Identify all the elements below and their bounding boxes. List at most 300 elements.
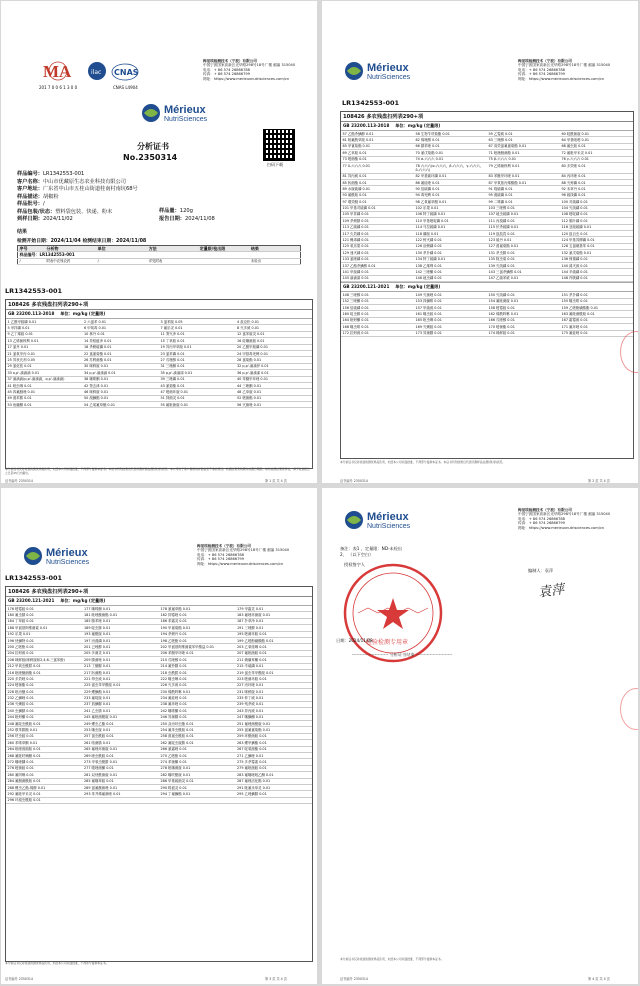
residue-cell <box>83 797 160 803</box>
residue-cell: 131 杀虫脒 0.01 <box>487 250 560 256</box>
residue-cell: 117 久效磷 0.01 <box>341 231 414 237</box>
residue-cell: 52 嘧菌酯 0.01 <box>236 395 313 401</box>
residue-table-1: 108426 多农残盘扫列表290+项 GB 23200.113-2018 单位：mg/kg (定量限) 1 乙酰甲胺磷 0.01 2 六氯苯 0.01 3 氯苯胺 0.05 4 敌克松 0.01 5 甲拌磷 0.01 6 甲氧毒 0.01 7 氟乐灵 0.01 8 灭多威 0.01 9 乙丁烯胺 0.01 10 林丹 0.01 11 莠灭净 0.01 12 氯苯胺灵 0.01 13 乙烯菌核利 0.01 14 异稻瘟净 0.01 15 丁草胺 0.01 16 硅噻菌胺 0.01 17 氯丹 0.01 18 杀螟硫磷 0.01 19 异丙甲草胺 0.01 20 乙酰甲胺磷 0.01 21 氯氧甲丙 0.01 22 氯氰菊酯 0.01 23 氯苯磷 0.01 24 甲基毒死蜱 0.01 25 异狄氏剂 0.05 26 苏利菌酯 0.01 27 戊唑醇 0.01 28 氯菊酯 0.01 29 氯化铵 0.01 30 咪鲜胺 0.01 31 三唑酮 0.01 32 p,p'-滴滴伊 0.01 33 o,p'-滴滴滴 0.01 34 p,p'-滴滴滴 0.01 35 p,p'-滴滴涕 0.01 36 p,p'-滴滴涕 0.01 37 滴滴滴(p,p'-滴滴滴，o,p'-滴滴滴) 38 噻嗪酮 0.01 39 三唑磷 0.01 40 苯醚甲环唑 0.01 41 吡虫啉 0.01 42 莠去津 0.01 43 氰菊酯 0.01 44 三唑酮 0.01 45 四氟醚唑 0.01 46 咪鲜胺 0.01 47 嘧菌环胺 0.01 48 乙草胺 0.01 49 溴苯腈 0.01 50 溴螨酯 0.01 51 抑菌灵 0.01 52 嘧菌酯 0.01 53 鱼藤酮 0.01 54 乙氧氟草醚 0.01 55 氟吡菌胺 0.01 56 灭菌唑 0.01 <box>5 299 313 469</box>
cma-badge <box>41 61 75 81</box>
residue-cell: 105 甲拌磷 0.01 <box>341 211 414 217</box>
residue-cell: 145 滴滴涕 0.01 <box>341 275 414 281</box>
residue-cell: 227 丙环唑 0.01 <box>236 682 313 688</box>
residue-cell: 193 氟酰胺 0.01 <box>83 631 160 637</box>
residue-cell: 179 甲霜灵 0.01 <box>236 606 313 612</box>
svg-text:检验检测专用章: 检验检测专用章 <box>366 639 409 646</box>
residue-cell: 148 三唑醇 0.01 <box>341 292 414 298</box>
residue-cell: 53 鱼藤酮 0.01 <box>6 402 83 408</box>
sample-info-right: 样品量：120g 报告日期：2024/11/08 <box>159 208 215 222</box>
residue-cell: 23 氯苯磷 0.01 <box>159 350 236 356</box>
residue-cell: 296 环溴虫酰胺 0.01 <box>6 797 83 803</box>
residue-cell: 19 异丙甲草胺 0.01 <box>159 344 236 350</box>
residue-cell: 96 硫线磷 0.01 <box>560 192 633 198</box>
residue-cell: 165 吡虫啉 0.01 <box>414 317 487 323</box>
residue-cell: 98 乙氧氟草醚 0.01 <box>414 199 487 205</box>
residue-cell: 264 吡唑萘菌胺 0.01 <box>6 746 83 752</box>
residue-cell: 45 四氟醚唑 0.01 <box>6 389 83 395</box>
company-address: 梅里埃检测技术（宁波）有限公司 中国宁波国家高新区光华路298号18号厂楼 邮编 315040 电话：+ 86 574 26866788 传真：+ 86 574 26866799 网址：https://www.merieuxnutrisciences.com/cn <box>203 59 296 81</box>
qr-code[interactable] <box>263 129 295 161</box>
residue-cell: 183 氟唑环菌胺 0.01 <box>236 612 313 618</box>
residue-cell: 191 三唑醇 0.01 <box>236 625 313 631</box>
residue-cell: 292 氟吡甲禾灵 0.01 <box>6 791 83 797</box>
residue-cell: 226 灭多威 0.01 <box>159 682 236 688</box>
residue-cell: 25 异狄氏剂 0.05 <box>6 357 83 363</box>
merieux-globe-icon <box>344 510 364 530</box>
residue-cell: 223 嘧菌环胺 0.01 <box>236 676 313 682</box>
residue-cell: 10 林丹 0.01 <box>83 331 160 337</box>
residue-cell: 241 乙虫腈 0.01 <box>83 708 160 714</box>
residue-cell: 163 氟吡菌酰胺 0.01 <box>560 311 633 317</box>
residue-cell: 79 乙烯菌核利 0.01 <box>487 162 560 173</box>
residue-cell: 124 甲基异柳磷 0.01 <box>560 237 633 243</box>
residue-cell: 16 硅噻菌胺 0.01 <box>236 338 313 344</box>
residue-cell: 174 咪鲜胺 0.01 <box>487 330 560 336</box>
residue-cell: 156 倍硫磷 0.01 <box>341 304 414 310</box>
residue-cell: 75 β-六六六 0.01 <box>487 156 560 162</box>
residue-cell: 113 乙硫磷 0.01 <box>341 224 414 230</box>
residue-cell: 58 生物苄呋菊酯 0.01 <box>414 131 487 137</box>
residue-cell: 68 氟虫胺 0.01 <box>560 143 633 149</box>
red-seal-edge <box>620 688 638 730</box>
residue-cell: 108 嘧啶磷 0.01 <box>560 211 633 217</box>
residue-cell: 152 三唑酮 0.01 <box>341 298 414 304</box>
residue-cell: 155 噻虫嗪 0.01 <box>560 298 633 304</box>
residue-cell: 166 戊唑醇 0.01 <box>487 317 560 323</box>
residue-cell: 111 丙溴磷 0.01 <box>487 218 560 224</box>
residue-cell: 93 氟酰胺 0.01 <box>341 192 414 198</box>
residue-cell: 221 茚虫威 0.01 <box>83 676 160 682</box>
note-1: 备注：表1 、定量限：ND-未检出 <box>340 546 403 551</box>
residue-cell: 214 氟铃脲 0.01 <box>159 663 236 669</box>
residue-cell: 243 异丙威 0.01 <box>236 708 313 714</box>
residue-cell: 279 氟吡菌胺 0.01 <box>236 765 313 771</box>
residue-cell: 17 氯丹 0.01 <box>6 344 83 350</box>
residue-cell: 70 氰戊菊酯 0.01 <box>414 150 487 156</box>
residue-cell: 219 氯虫苯甲酰胺 0.01 <box>236 669 313 675</box>
residue-cell: 64 甲基吡嘧 0.01 <box>560 137 633 143</box>
residue-cell: 198 乙嘧酚 0.01 <box>159 637 236 643</box>
residue-cell: 207 氟吡菌胺 0.01 <box>236 650 313 656</box>
residue-cell: 35 p,p'-滴滴涕 0.01 <box>159 370 236 376</box>
residue-cell: 222 噻虫啉 0.01 <box>159 676 236 682</box>
residue-cell: 22 氯氰菊酯 0.01 <box>83 350 160 356</box>
summary-heading: 结果 <box>17 229 28 235</box>
residue-cell: 37 滴滴滴(p,p'-滴滴滴，o,p'-滴滴滴) <box>6 376 83 382</box>
residue-table-2: 108426 多农残盘扫列表290+项 GB 23200.113-2018 单位：mg/kg (定量限) 57 乙酯杀螨醇 0.01 58 生物苄呋菊酯 0.01 59 乙霉威 0.01 60 啶酰菌胺 0.01 61 吡氟酰草胺 0.01 62 烯唑醇 0.01 63 三唑醇 0.01 64 甲基吡嘧 0.01 65 甲氰菊酯 0.01 66 腈苯唑 0.01 67 高效氯氟氰菊酯 0.01 68 氟虫胺 0.01 69 乙草胺 0.01 70 氰戊菊酯 0.01 71 吡唑醚菌酯 0.01 72 氟吡甲禾灵 0.01 73 嘧菌酯 0.01 74 α-六六六 0.01 75 β-六六六 0.01 76 γ-六六六 0.01 77 δ-六六六 0.01 78 六六六(α-六六六，β-六六六，γ-六六六，δ-六六六) 79 乙烯菌核利 0.01 80 多效唑 0.01 81 异丙威 0.01 82 甲基硫环磷 0.01 83 苯醚甲环唑 0.01 84 丙环唑 0.01 85 肟菌酯 0.01 86 氟硅唑 0.01 87 甲氧基丙烯酸酯 0.01 88 灭蚜磷 0.01 89 水胺硫磷 0.01 90 倍硫磷 0.01 91 喹硫磷 0.01 92 禾草丹 0.01 93 氟酰胺 0.01 94 毒死蜱 0.01 95 溴硫磷 0.01 96 硫线磷 0.01 97 增效醚 0.01 98 乙氧氟草醚 0.01 99 二嗪磷 0.01 100 对硫磷 0.01 101 甲基对硫磷 0.01 102 乐果 0.01 103 三唑锡 0.01 104 灭线磷 0.01 105 甲拌磷 0.01 106 特丁硫磷 0.01 107 地虫硫磷 0.01 108 嘧啶磷 0.01 109 杀螟腈 0.01 110 甲基嘧啶磷 0.01 111 丙溴磷 0.01 112 脱叶磷 0.01 113 乙硫磷 0.01 114 马拉硫磷 0.01 115 伏杀硫磷 0.01 116 亚胺硫磷 0.01 117 久效磷 0.01 118 磷胺 0.01 119 敌敌畏 0.01 120 敌百虫 0.01 121 蝇毒磷 0.01 122 蚜灭磷 0.01 123 硫丹 0.01 124 甲基异柳磷 0.01 125 氧乐果 0.01 126 治螟磷 0.01 127 溴氰菊酯 0.01 128 五氯硝基苯 0.01 129 速灭磷 0.01 130 杀扑磷 0.01 131 杀虫脒 0.01 132 氰戊菊酯 0.01 133 氯唑磷 0.01 134 特丁硫磷 0.01 135 除虫菊 0.01 136 保棉磷 0.01 137 乙酯杀螨醇 0.01 138 乙烯利 0.01 139 灭线磷 0.01 140 涕灭威 0.01 141 甲胺磷 0.01 142 三唑酮 0.01 143 三氯杀螨醇 0.01 144 辛硫磷 0.01 145 滴滴涕 0.01 146 地虫磷 0.01 147 乙硫苯威 0.01 148 内吸磷 0.01 GB 23200.121-2021 单位：mg/kg (定量限) 148 三唑醇 0.01 149 灭菌唑 0.01 150 灭线磷 0.01 151 杀扑磷 0.01 152 三唑酮 0.01 153 四螨嗪 0.01 154 氟吡菌胺 0.01 155 噻虫嗪 0.01 156 倍硫磷 0.01 157 甲硫威 0.01 158 嘧霉胺 0.01 159 乙嘧酚磺酸酯 0.01 160 啶虫脒 0.01 161 噻虫胺 0.01 162 烯酰吗啉 0.01 163 氟吡菌酰胺 0.01 164 吡蚜酮 0.01 165 吡虫啉 0.01 166 戊唑醇 0.01 167 霜霉威 0.01 168 噻虫嗪 0.01 169 灭蝇胺 0.01 170 嘧菌酯 0.01 171 氟环唑 0.01 172 抗蚜威 0.01 173 异菌脲 0.01 174 咪鲜胺 0.01 175 氟硅唑 0.01 <box>340 111 634 459</box>
residue-cell: 200 乙嘧酚 0.01 <box>6 644 83 650</box>
residue-cell: 20 乙酰甲胺磷 0.01 <box>236 344 313 350</box>
note-2: 2、 （以下空白） <box>340 552 374 557</box>
residue-cell: 256 呋虫胺 0.01 <box>6 733 83 739</box>
footer-disclaimer: 本分析证书仅对收到的测试样品负责，未经本公司书面批准，不得部分复制本证书。 <box>5 961 109 965</box>
residue-cell: 146 地虫磷 0.01 <box>414 275 487 281</box>
residue-cell: 159 乙嘧酚磺酸酯 0.01 <box>560 304 633 310</box>
residue-cell: 61 吡氟酰草胺 0.01 <box>341 137 414 143</box>
residue-cell: 235 仲丁威 0.01 <box>236 695 313 701</box>
certificate-number: No.2350314 <box>123 153 178 162</box>
residue-cell: 255 氯氟氰菊酯 0.01 <box>236 727 313 733</box>
residue-cell: 78 六六六(α-六六六，β-六六六，γ-六六六，δ-六六六) <box>414 162 487 173</box>
residue-cell: 72 氟吡甲禾灵 0.01 <box>560 150 633 156</box>
residue-cell: 26 苏利菌酯 0.01 <box>83 357 160 363</box>
residue-cell: 237 虱螨脲 0.01 <box>83 701 160 707</box>
residue-cell: 215 辛硫磷 0.01 <box>236 663 313 669</box>
report-page-1 <box>1 1 317 483</box>
residue-cell: 142 三唑酮 0.01 <box>414 269 487 275</box>
residue-cell: 175 氟硅唑 0.01 <box>560 330 633 336</box>
company-address: 梅里埃检测技术（宁波）有限公司 中国宁波国家高新区光华路298号18号厂楼 邮编 315040 电话：+ 86 574 26866788 传真：+ 86 574 26866799 网址：https://www.merieuxnutrisciences.com/cn <box>518 59 611 81</box>
residue-cell: 160 啶虫脒 0.01 <box>341 311 414 317</box>
report-id: LR1342553-001 <box>5 574 63 582</box>
cnas-logo <box>111 63 139 85</box>
residue-cell: 130 杀扑磷 0.01 <box>414 250 487 256</box>
residue-cell: 89 水胺硫磷 0.01 <box>341 186 414 192</box>
residue-cell: 74 α-六六六 0.01 <box>414 156 487 162</box>
residue-cell: 284 氟醚菌酰胺 0.01 <box>6 778 83 784</box>
page-number: 第 1 页 共 4 页 <box>265 479 287 483</box>
residue-cell: 274 苯菌酮 0.01 <box>159 759 236 765</box>
residue-cell: 133 氯唑磷 0.01 <box>341 256 414 262</box>
table-row <box>6 402 312 408</box>
residue-cell: 106 特丁硫磷 0.01 <box>414 211 487 217</box>
residue-cell: 73 嘧菌酯 0.01 <box>341 156 414 162</box>
residue-cell: 69 乙草胺 0.01 <box>341 150 414 156</box>
residue-cell: 266 氰霜唑 0.01 <box>159 746 236 752</box>
residue-cell: 12 氯苯胺灵 0.01 <box>236 331 313 337</box>
residue-cell: 158 嘧霉胺 0.01 <box>487 304 560 310</box>
residue-cell: 28 氯菊酯 0.01 <box>236 357 313 363</box>
residue-cell: 59 乙霉威 0.01 <box>487 131 560 137</box>
residue-cell: 259 环酰菌胺 0.01 <box>236 733 313 739</box>
residue-cell: 173 异菌脲 0.01 <box>414 330 487 336</box>
residue-cell: 13 乙烯菌核利 0.01 <box>6 338 83 344</box>
residue-cell: 199 乙嘧酚磺酸酯 0.01 <box>236 637 313 643</box>
table-row <box>341 330 633 336</box>
sample-info: 样品编号：LR1342553-001 客户名称：中山市优藏原生态农业科技有限公司 客户地址：广东省中山市五桂山街道桂南村南坑68号 样品描述：胡椒粉 样品批号：/ 样品包装/状态：塑料袋包装、快递、粉末 到样日期：2024/11/02 <box>17 171 138 222</box>
merieux-logo: Mérieux NutriSciences <box>344 61 410 81</box>
svg-text:MA: MA <box>43 62 72 81</box>
residue-cell: 135 除虫菊 0.01 <box>487 256 560 262</box>
footer-disclaimer: 本分析证书仅对收到的测试样品负责，未经本公司书面批准，不得部分复制本证书。本证书所列结果仅代表所测样品在测试时的状况。本公司对于客户提供的样品信息不承担责任。检测结果有效期为检测日期起。如对检测结果有异议，请于收到报告之日起15日内提出。 <box>5 467 310 475</box>
residue-cell: 167 霜霉威 0.01 <box>560 317 633 323</box>
residue-cell: 103 三唑锡 0.01 <box>487 205 560 211</box>
residue-cell: 268 氟吡呋喃酮 0.01 <box>6 752 83 758</box>
residue-cell: 254 氟苯虫酰胺 0.01 <box>159 727 236 733</box>
residue-cell: 278 吡噻菌胺 0.01 <box>159 765 236 771</box>
residue-cell: 94 毒死蜱 0.01 <box>414 192 487 198</box>
residue-cell: 209 腈菌唑 0.01 <box>83 657 160 663</box>
residue-cell: 4 敌克松 0.01 <box>236 319 313 325</box>
qr-caption: 扫码下载 <box>267 162 283 167</box>
residue-cell: 39 三唑磷 0.01 <box>159 376 236 382</box>
residue-cell: 137 乙酯杀螨醇 0.01 <box>341 263 414 269</box>
residue-cell: 42 莠去津 0.01 <box>83 382 160 388</box>
residue-cell: 115 伏杀硫磷 0.01 <box>487 224 560 230</box>
residue-cell: 248 氟啶虫酰胺 0.01 <box>6 721 83 727</box>
report-id: LR1342553-001 <box>342 99 400 107</box>
residue-cell: 295 乙唑螨腈 0.01 <box>236 791 313 797</box>
residue-cell: 147 乙硫苯威 0.01 <box>487 275 560 281</box>
ilac-logo <box>87 61 107 85</box>
residue-cell: 85 肟菌酯 0.01 <box>341 179 414 185</box>
residue-cell: 283 氟噻唑吡乙酮 0.01 <box>236 772 313 778</box>
residue-cell: 139 灭线磷 0.01 <box>487 263 560 269</box>
residue-cell: 82 甲基硫环磷 0.01 <box>414 173 487 179</box>
residue-cell: 233 氟啶胺 0.01 <box>83 695 160 701</box>
residue-cell: 269 唑虫酰胺 0.01 <box>83 752 160 758</box>
residue-cell: 285 氟噻草胺 0.01 <box>83 778 160 784</box>
residue-cell: 116 亚胺硫磷 0.01 <box>560 224 633 230</box>
residue-cell: 81 异丙威 0.01 <box>341 173 414 179</box>
residue-cell: 258 溴氰虫酰胺 0.01 <box>159 733 236 739</box>
residue-cell: 140 涕灭威 0.01 <box>560 263 633 269</box>
residue-cell: 287 氟唑活化酯 0.01 <box>236 778 313 784</box>
certificate-title: 分析证书 <box>137 142 169 151</box>
residue-cell: 100 对硫磷 0.01 <box>560 199 633 205</box>
residue-cell: 67 高效氯氟氰菊酯 0.01 <box>487 143 560 149</box>
residue-cell: 76 γ-六六六 0.01 <box>560 156 633 162</box>
residue-cell: 281 双炔酰菌胺 0.01 <box>83 772 160 778</box>
residue-cell: 32 p,p'-滴滴伊 0.01 <box>236 363 313 369</box>
residue-cell: 129 速灭磷 0.01 <box>341 250 414 256</box>
residue-cell: 234 氟硅唑 0.01 <box>159 695 236 701</box>
residue-cell: 267 啶氧菌酯 0.01 <box>236 746 313 752</box>
residue-cell: 44 三唑酮 0.01 <box>236 382 313 388</box>
residue-cell: 104 灭线磷 0.01 <box>560 205 633 211</box>
residue-cell: 194 杀螟丹 0.01 <box>159 631 236 637</box>
residue-cell: 169 灭蝇胺 0.01 <box>414 324 487 330</box>
residue-cell: 195 嘧菌环胺 0.01 <box>236 631 313 637</box>
residue-cell: 294 丁氟螨酯 0.01 <box>159 791 236 797</box>
residue-cell: 60 啶酰菌胺 0.01 <box>560 131 633 137</box>
residue-cell: 30 咪鲜胺 0.01 <box>83 363 160 369</box>
residue-cell: 190 甲氰菊酯 0.01 <box>159 625 236 631</box>
residue-cell: 228 吡丙醚 0.01 <box>6 689 83 695</box>
residue-cell: 54 乙氧氟草醚 0.01 <box>83 402 160 408</box>
company-seal <box>342 562 444 664</box>
residue-cell: 288 螺虫乙酯-烯醇 0.01 <box>6 784 83 790</box>
residue-cell: 41 吡虫啉 0.01 <box>6 382 83 388</box>
svg-text:CNAS: CNAS <box>114 68 139 77</box>
residue-cell: 148 内吸磷 0.01 <box>560 275 633 281</box>
sign-date: 日期：2024/11/08 <box>336 638 373 643</box>
residue-cell <box>236 797 313 803</box>
residue-cell: 63 三唑醇 0.01 <box>487 137 560 143</box>
company-address: 梅里埃检测技术（宁波）有限公司 中国宁波国家高新区光华路298号18号厂楼 邮编 315040 电话：+ 86 574 26866788 传真：+ 86 574 26866799 网址：https://www.merieuxnutrisciences.com/cn <box>518 508 611 530</box>
residue-cell: 6 甲氧毒 0.01 <box>83 325 160 331</box>
residue-cell: 204 抗蚜威 0.01 <box>6 650 83 656</box>
residue-cell: 62 烯唑醇 0.01 <box>414 137 487 143</box>
residue-cell: 119 敌敌畏 0.01 <box>487 231 560 237</box>
residue-cell: 196 炔螨特 0.01 <box>6 637 83 643</box>
doc-number: 证书编号 2350314 <box>5 977 33 981</box>
residue-cell: 65 甲氰菊酯 0.01 <box>341 143 414 149</box>
residue-cell: 270 乙嘧酚 0.01 <box>159 752 236 758</box>
residue-cell: 247 噻螨酮 0.01 <box>236 714 313 720</box>
residue-cell: 202 甲氨基阿维菌素苯甲酸盐 0.01 <box>159 644 236 650</box>
residue-cell: 136 保棉磷 0.01 <box>560 256 633 262</box>
residue-cell: 242 噻嗪酮 0.01 <box>159 708 236 714</box>
residue-cell: 121 蝇毒磷 0.01 <box>341 237 414 243</box>
residue-cell: 265 氟唑环菌胺 0.01 <box>83 746 160 752</box>
residue-cell: 55 氟吡菌胺 0.01 <box>159 402 236 408</box>
residue-cell: 188 甲氨基阿维菌素 0.01 <box>6 625 83 631</box>
authorized-signatory: 授权签字人 <box>344 562 365 567</box>
footer-disclaimer: 本分析证书仅对收到的测试样品负责，未经本公司书面批准，不得部分复制本证书。 <box>340 957 444 961</box>
residue-cell: 232 乙螨唑 0.01 <box>6 695 83 701</box>
residue-cell: 46 咪鲜胺 0.01 <box>83 389 160 395</box>
residue-cell: 271 乙螨唑 0.01 <box>236 752 313 758</box>
doc-number: 证书编号 2350314 <box>340 479 368 483</box>
residue-cell: 126 治螟磷 0.01 <box>414 243 487 249</box>
test-period: 检测开始日期：2024/11/04 检测结束日期：2024/11/08 <box>17 239 147 244</box>
residue-cell: 197 丙溴磷 0.01 <box>83 637 160 643</box>
residue-cell: 118 磷胺 0.01 <box>414 231 487 237</box>
residue-cell: 261 咯菌腈 0.01 <box>83 740 160 746</box>
residue-cell: 3 氯苯胺 0.05 <box>159 319 236 325</box>
residue-cell: 181 吡唑醚菌酯 0.01 <box>83 612 160 618</box>
residue-cell: 185 腈苯唑 0.01 <box>83 618 160 624</box>
residue-cell: 21 氯氧甲丙 0.01 <box>6 350 83 356</box>
residue-cell: 231 咪鲜胺 0.01 <box>236 689 313 695</box>
residue-cell: 14 异稻瘟净 0.01 <box>83 338 160 344</box>
residue-cell: 220 多效唑 0.01 <box>6 676 83 682</box>
residue-cell: 230 烯酰吗啉 0.01 <box>159 689 236 695</box>
residue-cell: 212 甲氧虫酰肼 0.01 <box>6 663 83 669</box>
residue-cell: 107 地虫硫磷 0.01 <box>487 211 560 217</box>
residue-cell: 144 辛硫磷 0.01 <box>560 269 633 275</box>
residue-cell: 189 啶虫脒 0.01 <box>83 625 160 631</box>
residue-cell: 49 溴苯腈 0.01 <box>6 395 83 401</box>
residue-cell: 57 乙酯杀螨醇 0.01 <box>341 131 414 137</box>
residue-cell <box>159 797 236 803</box>
residue-cell: 138 乙烯利 0.01 <box>414 263 487 269</box>
residue-cell: 273 甲氧虫酰肼 0.01 <box>83 759 160 765</box>
certificate-end: ------------------------ 分析证书结束 ------------------------ <box>352 652 453 657</box>
residue-cell: 86 氟硅唑 0.01 <box>414 179 487 185</box>
residue-cell: 110 甲基嘧啶磷 0.01 <box>414 218 487 224</box>
residue-cell: 192 乐果 0.01 <box>6 631 83 637</box>
residue-cell: 83 苯醚甲环唑 0.01 <box>487 173 560 179</box>
residue-cell: 218 虫酰肼 0.01 <box>159 669 236 675</box>
residue-cell: 293 苯并烯氟菌唑 0.01 <box>83 791 160 797</box>
doc-number: 证书编号 2350314 <box>5 479 33 483</box>
residue-cell: 95 溴硫磷 0.01 <box>487 192 560 198</box>
residue-cell: 143 三氯杀螨醇 0.01 <box>487 269 560 275</box>
page-number: 第 4 页 共 4 页 <box>588 977 610 981</box>
residue-cell: 71 吡唑醚菌酯 0.01 <box>487 150 560 156</box>
residue-cell: 172 抗蚜威 0.01 <box>341 330 414 336</box>
residue-cell: 66 腈苯唑 0.01 <box>414 143 487 149</box>
residue-cell: 244 吡蚜酮 0.01 <box>6 714 83 720</box>
residue-cell: 238 氟环唑 0.01 <box>159 701 236 707</box>
residue-cell: 34 p,p'-滴滴滴 0.01 <box>83 370 160 376</box>
residue-cell: 47 嘧菌环胺 0.01 <box>159 389 236 395</box>
residue-cell: 48 乙草胺 0.01 <box>236 389 313 395</box>
residue-cell: 225 氯虫苯甲酰胺 0.01 <box>83 682 160 688</box>
residue-cell: 151 杀扑磷 0.01 <box>560 292 633 298</box>
residue-cell: 24 甲基毒死蜱 0.01 <box>236 350 313 356</box>
residue-cell: 186 苯霜灵 0.01 <box>159 618 236 624</box>
report-page-2 <box>322 1 638 483</box>
residue-cell: 5 甲拌磷 0.01 <box>6 325 83 331</box>
residue-cell: 239 残杀威 0.01 <box>236 701 313 707</box>
residue-cell: 260 苯嗪草酮 0.01 <box>6 740 83 746</box>
residue-cell: 246 异菌脲 0.01 <box>159 714 236 720</box>
residue-cell: 102 乐果 0.01 <box>414 205 487 211</box>
residue-cell: 150 灭线磷 0.01 <box>487 292 560 298</box>
doc-number: 证书编号 2350314 <box>340 977 368 981</box>
residue-cell: 289 氯氟醚菌唑 0.01 <box>83 784 160 790</box>
approver: 编制人：袁萍 <box>528 568 554 573</box>
residue-cell: 134 特丁硫磷 0.01 <box>414 256 487 262</box>
residue-cell: 112 脱叶磷 0.01 <box>560 218 633 224</box>
table-row <box>6 797 312 803</box>
residue-cell: 2 六氯苯 0.01 <box>83 319 160 325</box>
report-page-4 <box>322 488 638 984</box>
residue-cell: 8 灭多威 0.01 <box>236 325 313 331</box>
residue-cell: 262 氟啶虫胺腈 0.01 <box>159 740 236 746</box>
residue-cell: 203 乙氧喹啉 0.01 <box>236 644 313 650</box>
residue-cell: 184 丁草胺 0.01 <box>6 618 83 624</box>
residue-cell: 141 甲胺磷 0.01 <box>341 269 414 275</box>
merieux-globe-icon <box>23 546 43 566</box>
report-page-3 <box>1 488 317 984</box>
residue-cell: 92 禾草丹 0.01 <box>560 186 633 192</box>
residue-cell: 88 灭蚜磷 0.01 <box>560 179 633 185</box>
residue-cell: 229 螺螨酯 0.01 <box>83 689 160 695</box>
footer-disclaimer: 本分析证书仅对收到的测试样品负责，未经本公司书面批准，不得部分复制本证书。本证书所列结果仅代表所测样品在测试时的状况。 <box>340 460 506 464</box>
residue-cell: 18 杀螟硫磷 0.01 <box>83 344 160 350</box>
residue-cell: 206 苯醚甲环唑 0.01 <box>159 650 236 656</box>
cnas-code: CNAS L4904 <box>113 85 138 90</box>
residue-cell: 211 硝磺草酮 0.01 <box>236 657 313 663</box>
residue-cell: 180 氟虫腈 0.01 <box>6 612 83 618</box>
table-row <box>341 275 633 281</box>
page-number: 第 3 页 共 4 页 <box>265 977 287 981</box>
residue-cell: 157 甲硫威 0.01 <box>414 304 487 310</box>
residue-cell: 240 虫螨腈 0.01 <box>6 708 83 714</box>
residue-cell: 36 p,p'-滴滴涕 0.01 <box>236 370 313 376</box>
residue-cell: 154 氟吡菌胺 0.01 <box>487 298 560 304</box>
residue-cell: 120 敌百虫 0.01 <box>560 231 633 237</box>
residue-cell: 161 噻虫胺 0.01 <box>414 311 487 317</box>
residue-cell: 272 噻唑膦 0.01 <box>6 759 83 765</box>
residue-cell: 177 噻嗪酮 0.01 <box>83 606 160 612</box>
residue-cell: 1 乙酰甲胺磷 0.01 <box>6 319 83 325</box>
residue-cell: 208 咪鲜胺(咪鲜胺和2,4,6-三氯苯酚) <box>6 657 83 663</box>
residue-cell: 127 溴氰菊酯 0.01 <box>487 243 560 249</box>
residue-cell: 162 烯酰吗啉 0.01 <box>487 311 560 317</box>
residue-cell: 249 螺虫乙酯 0.01 <box>83 721 160 727</box>
residue-cell: 38 噻嗪酮 0.01 <box>83 376 160 382</box>
residue-cell: 84 丙环唑 0.01 <box>560 173 633 179</box>
residue-cell: 51 抑菌灵 0.01 <box>159 395 236 401</box>
handwritten-signature: 袁萍 <box>537 582 566 601</box>
residue-cell: 43 氰菊酯 0.01 <box>159 382 236 388</box>
residue-cell: 50 溴螨酯 0.01 <box>83 395 160 401</box>
residue-cell: 9 乙丁烯胺 0.01 <box>6 331 83 337</box>
residue-cell: 7 氟乐灵 0.01 <box>159 325 236 331</box>
residue-cell: 168 噻虫嗪 0.01 <box>341 324 414 330</box>
residue-cell: 291 吡氟禾草灵 0.01 <box>236 784 313 790</box>
residue-cell: 80 多效唑 0.01 <box>560 162 633 173</box>
